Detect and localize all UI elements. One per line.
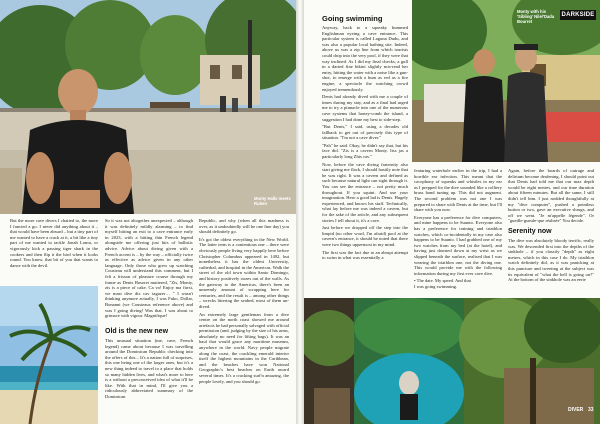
left-col3-para: Republic, and why (when all this madness is over, as it undoubtedly will be one fine day) you should definitely go.: [199, 218, 289, 235]
left-column-2b: [105, 338, 193, 422]
right-col1-para: The first was the fact due to an abrupt attempt to swim in what was essentially a: [322, 249, 408, 261]
left-heading-old-is-new: Old is the new new: [105, 328, 169, 335]
magazine-folio: DIVER: [568, 407, 584, 413]
left-col1-para: But the more cave divers I chatted to, the more I fancied a go. I never did anything about it – that would have been absurd – but a tiny part of me wanted to have a crack at it, a bit like a tiny part of me wanted to tackle Jonah Lomu, or vigorously kick a passing tiger shark in the cookers and then flip it the bird when it looks round. You know, that bit of you that wants to dance with the devil.: [10, 218, 98, 268]
left-column-1: [10, 218, 98, 286]
darkside-logo: [560, 10, 596, 20]
right-col2-para: • The date. My speed. And that: [414, 278, 471, 284]
left-col2-para: So it was not altogether unexpected – although it was definitely mildly alarming – to find myself hitting an exit to a cave entrance early in 2023, with a hitting thin French legend alongside me offering just bits of ballistic advice. Advice about diving given with a French accent is – by the way – officially twice as effective as advice given in any other language. Only those who grew up watching Cousteau will understand this comment, but I felt a frisson of pleasure course through my frame as Denis Bourret muttered, "Zis, Monty, zis is a piece of cake. Ca va! Enjoy ma firrst, we mast dive dis cav tagazer… " I wasn't thinking anymore actually, I was Fuko, Dollar, Bonanni (we Cousteaus reference above) and was I going diving! Was that. I was about to grimace with vigour. Magnifique!: [105, 218, 193, 319]
left-col2b-para: This unusual situation (me, cave, French legend) came about because I was travelling around the Dominican Republic checking into the offers of this... It's a nation full of surprises, this one being one of the larger ones, but it's a new thing indeed to travel to a place that holds so many hidden lives, and what's more to here is a without a preconceived idea of what it'll be like. With that in mind, I'll give you a ridiculously abbreviated summary of the Dominican: [105, 338, 193, 399]
right-column-1: [322, 25, 408, 297]
beach-photo-art: [0, 286, 98, 424]
right-col1-para: Just before we dropped off the step into the limpid (no other word, I'm afraid) pool at the cavern's entrance, it should be noted that there were two things uppermost in my mind.: [322, 225, 408, 247]
logo-text: DARKSIDE: [561, 12, 595, 18]
right-col3-para: Again, before the boards of outrage and delirium become deafening, I should point out that Denis had told me that our max depth would be eight metres, and our time duration about fifteen minutes. But all the same, I still didn't tell him. I just nodded thoughtfully at my "dive computer", pushed a pointless button or two, gave an executive shrugs, and off we went. "Je m'appelle légende". Or "gueille-gueule-que réalisée" You decide.: [508, 168, 594, 224]
right-col1-para: "Pah" he said. Okay, he didn't say that, but his face did. "Zis is a cavern Monty. Itss jas a particularly long Zhis cav.": [322, 142, 408, 160]
right-col1-para: "But Denis," I said, using a decades old fallback to get out of precisely this type of situation. "I'm not a cave diver.": [322, 124, 408, 141]
right-photo-caption: Monty with his 'Sibling' Nile/'Dada Bourret: [517, 9, 555, 24]
right-column-2: [414, 168, 502, 296]
right-col2-para: featuring waterhole earlier in the trip, I had a horrible ear infection. This meant that the cacophony of squeaks and whistles in my ear as I prepped for the dive sounded like a colliery brass band tuning up. This did not augment. The second problem was not one I was prepared to share with Denis at the time, but I'll share with you now.: [414, 168, 502, 213]
spine-gutter: [296, 0, 304, 424]
duo-photo-art: [412, 0, 600, 162]
right-column-3: [508, 168, 594, 226]
right-col1-para: Denis had already dived with me a couple of times during my stay, and as a final had urged me to try a pinnacle into one of the numerous cave systems that honey-comb the island, a suggestion I had done my best to side-step.: [322, 94, 408, 122]
left-col3-para: An extremely large gentleman from a dive centre on the north coast showed me around artefacts he had personally salvaged with official permission (and, judging by the size of his arms, absolutely no need for lifting bags). It was an haul that would grace any maritime museum, anywhere in the world. Navy people migrate along the coast, the crackling emerald interior itself the highest mountains in the Caribbean, and the beaches have won National Geographic's best beaches on Earth award several times. It's a cracking surf'n amazing, the people lovely, and you should go.: [199, 311, 289, 384]
page-number: 33: [588, 407, 594, 413]
cave-photo-strip: [304, 298, 600, 424]
cave-strip-art: [304, 298, 600, 424]
right-col1-para: Now, before the cave diving fraternity also start giving me flack, I should hastily note that he was right. It was a cavern and defined as such because natural light can sight through it. You can see the entrance – not pretty much throughout. If you squint. And use your imagination. Hero a good lad is Denis. Hugely experienced, and knows his stuff. Technically, what lay before me was indeed a cavern, but for the sake of the article, and any subsequent stories I tell about it, it's a cave.: [322, 161, 408, 223]
left-col3-para: It's got the oldest everything in the New World. The latter term is a contentious one – there were obviously people living very happily here before Christopher Columbus appeared in 1492, but nonetheless it has the oldest University, cathedral, and hospital in the Americas. Walk the street of the old town within Santo Domingo, and history positively oozes out of the walls. As the gateway to the Americas, there's been an unseemly amount of scrapping here for centuries, and the result is – among other things – wrecks littering the seabed, most of them un-dived.: [199, 236, 289, 309]
right-col2-para: Everyone has a preference for dive computers, and mine happens to be Suunto. Everyone also has a preference for training and triathlon watches, which co-incidentally in my case also happens to be Suunto. I had grabbed one of my two watches from my bed (at the hotel), and having just dawned down at my wrist as we slipped beneath the surface, realised that I was wearing the triathlon one, not the diving one. This would provide me with the following information during my first ever cave dive.: [414, 214, 502, 276]
portrait-photo-art: [0, 0, 296, 214]
right-col3b-para: The dive was absolutely bloody terrific, really was. We descended first into the depths of the sinkhole – if you classify "depth" as eight metres, which in this case I do. My triathlon watch definitely did, as it was panicking at this puncture and tweeting at the subject was its equivalent of "what the hell is going on?" At the bottom of the sinkhole was an eerie: [508, 238, 594, 283]
monty-portrait-photo: [0, 0, 296, 214]
heading-going-swimming: Going swimming: [322, 14, 383, 23]
left-column-3: [199, 218, 289, 422]
beach-photo: [0, 286, 98, 424]
monty-and-denis-photo: [412, 0, 600, 162]
left-column-2: [105, 218, 193, 326]
heading-serenity-now: Serenity now: [508, 228, 552, 235]
right-column-3b: [508, 238, 594, 296]
right-col2-para: I was going swimming.: [414, 283, 458, 289]
right-col1-para: Anyway, back to a squeaky bummed Englishman eyeing a cave entrance. This particular system is called Laguna Dudu, and was also a popular local bathing site. Indeed, above us was a zip line from which tourists could drop into the very pool, if they were that way inclined. As I did my final checks, a gull in a darted fine bikini slightly mis-read her entry, hitting the water with a noise like a gun-shot, to emerge with a hum as red as a fire engine, a spectacle the watching crowd enjoyed tremendously.: [322, 25, 408, 92]
left-photo-caption: Monty Halls meets Ruben: [254, 196, 291, 206]
